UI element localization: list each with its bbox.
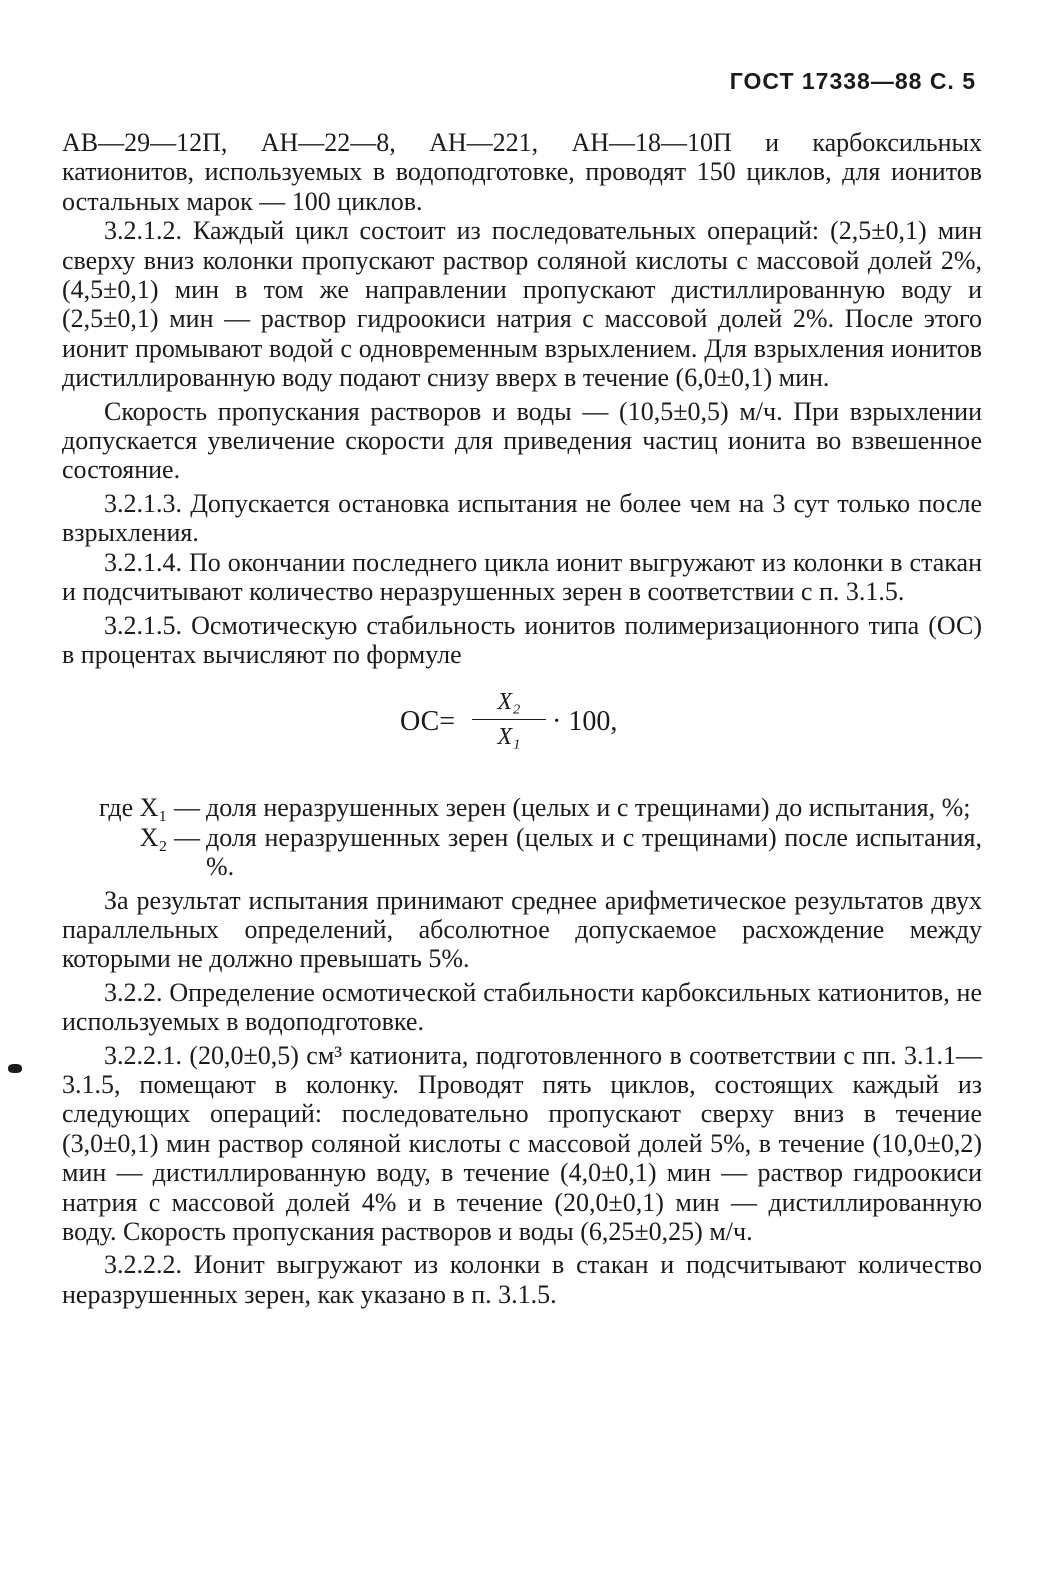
paragraph-result: За результат испытания принимают среднее арифметическое результатов двух параллельных определений, абсолютное допускаемое расхождение между которыми не должно превышать 5%. (62, 885, 982, 974)
paragraph-speed: Скорость пропускания растворов и воды — (10,5±0,5) м/ч. При взрыхлении допускается увеличение скорости для приведения частиц ионита во взвешенное состояние. (62, 396, 982, 485)
body-text (62, 128, 982, 1309)
legend-row-x1 (62, 793, 982, 822)
paragraph-3-2-1-2: 3.2.1.2. Каждый цикл состоит из последовательных операций: (2,5±0,1) мин сверху вниз колонки пропускают раствор соляной кислоты с массовой долей 2%, (4,5±0,1) мин в том же направлении пропускают дистиллированную воду и (2,5±0,1) мин — раствор гидроокиси натрия с массовой долей 2%. После этого ионит промывают водой с одновременным взрыхлением. Для взрыхления ионитов дистиллированную воду подают снизу вверх в течение (6,0±0,1) мин. (62, 216, 982, 393)
formula-denominator: X₁ (497, 724, 521, 751)
paragraph-3-2-2-1: 3.2.2.1. (20,0±0,5) см³ катионита, подготовленного в соответствии с пп. 3.1.1—3.1.5, помещают в колонку. Проводят пять циклов, состоящих каждый из следующих операций: последовательно пропускают сверху вниз в течение (3,0±0,1) мин раствор соляной кислоты с массовой долей 5%, в течение (10,0±0,2) мин — дистиллированную воду, в течение (4,0±0,1) мин — раствор гидроокиси натрия с массовой долей 4% и в течение (20,0±0,1) мин — дистиллированную воду. Скорость пропускания растворов и воды (6,25±0,25) м/ч. (62, 1040, 982, 1246)
paragraph-3-2-2: 3.2.2. Определение осмотической стабильности карбоксильных катионитов, не используемых в водоподготовке. (62, 977, 982, 1037)
legend-label-x2: X₂ — (139, 822, 200, 852)
margin-mark (8, 1064, 22, 1073)
legend-row-x2 (62, 823, 982, 882)
paragraph-3-2-2-2: 3.2.2.2. Ионит выгружают из колонки в стакан и подсчитывают количество неразрушенных зерен, как указано в п. 3.1.5. (62, 1250, 982, 1309)
legend-label-x1: где X₁ — (99, 793, 200, 823)
paragraph-continuation: АВ—29—12П, АН—22—8, АН—221, АН—18—10П и карбоксильных катионитов, используемых в водоподготовке, проводят 150 циклов, для ионитов остальных марок — 100 циклов. (62, 128, 982, 216)
formula-numerator: X₂ (497, 689, 521, 716)
paragraph-3-2-1-3: 3.2.1.3. Допускается остановка испытания не более чем на 3 сут только после взрыхления. (62, 488, 982, 548)
page-header: ГОСТ 17338—88 С. 5 (729, 68, 976, 94)
formula-legend (62, 793, 982, 881)
paragraph-3-2-1-5: 3.2.1.5. Осмотическую стабильность ионитов полимеризационного типа (ОС) в процентах вычисляют по формуле (62, 610, 982, 669)
legend-text-x2: доля неразрушенных зерен (целых и с трещинами) после испытания, %. (206, 822, 982, 882)
formula-rhs: · 100, (552, 706, 618, 738)
formula-os (62, 669, 982, 787)
paragraph-3-2-1-4: 3.2.1.4. По окончании последнего цикла ионит выгружают из колонки в стакан и подсчитывают количество неразрушенных зерен в соответствии с п. 3.1.5. (62, 547, 982, 607)
formula-lhs: ОС= (400, 706, 456, 738)
fraction-bar (472, 719, 546, 720)
formula-fraction (472, 687, 546, 752)
legend-text-x1: доля неразрушенных зерен (целых и с трещинами) до испытания, %; (206, 793, 971, 823)
